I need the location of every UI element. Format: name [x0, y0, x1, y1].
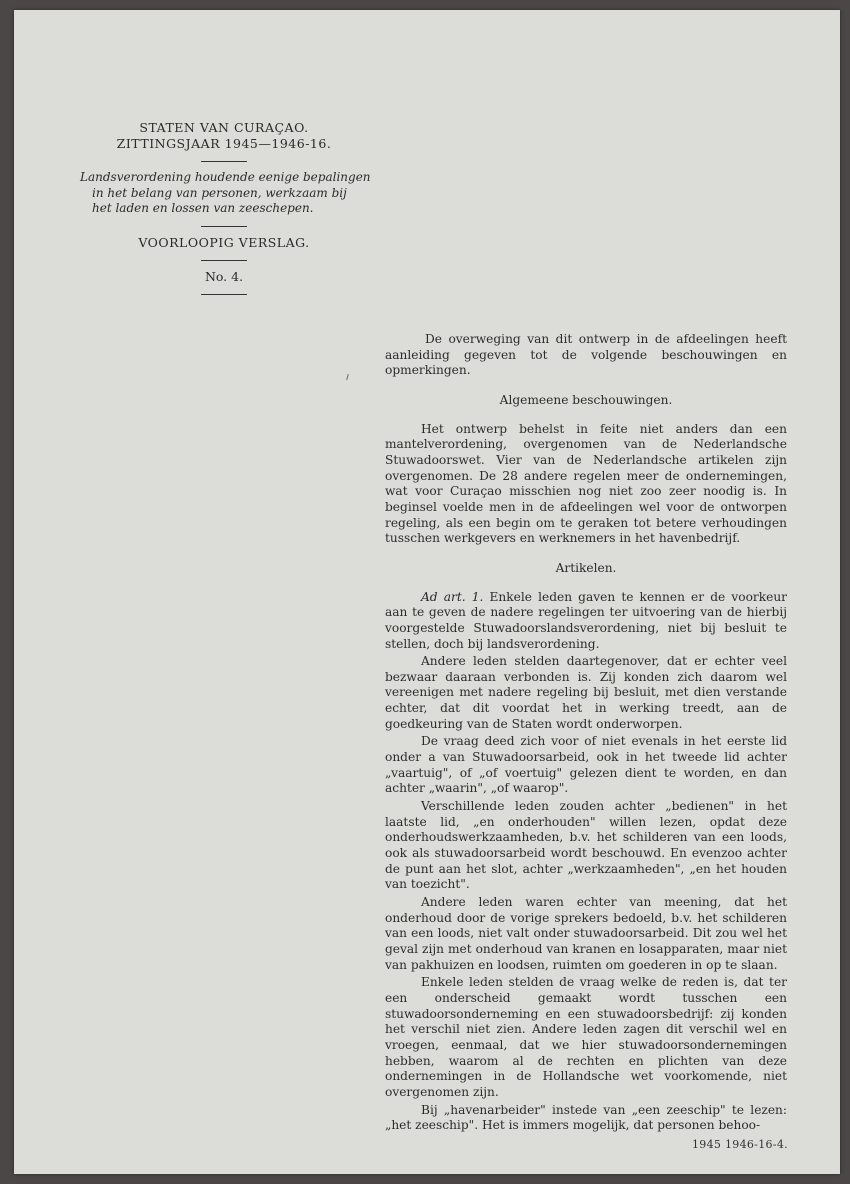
paragraph-5: Andere leden waren echter van meening, dat het onderhoud door de vorige sprekers bedoeld, b.v. het schilderen van een loods, niet valt onder stuwadoorsarbeid. Dit zou wel het geval zijn met onderhoud van kranen en losapparaten, maar niet van pakhuizen en loodsen, ruimten om goederen in op te slaan.	[385, 895, 787, 972]
intro-paragraph: De overweging van dit ontwerp in de afdeelingen heeft aanleiding gegeven tot de volgende beschouwingen en opmerkingen.	[385, 332, 787, 378]
report-type: VOORLOOPIG VERSLAG.	[138, 234, 310, 250]
paragraph-6: Enkele leden stelden de vraag welke de reden is, dat ter een onderscheid gemaakt wordt tusschen een stuwadoorsonderneming en een stuwadoorsbedrijf: zij konden het verschil niet zien. Andere leden zagen dit verschil wel en vroegen, eenmaal, dat we hier stuwadoorsondernemingen hebben, waarom al de rechten en plichten van deze ondernemingen in de Hollandsche wet voorkomende, niet overgenomen zijn.	[385, 975, 787, 1099]
report-number: No. 4.	[204, 268, 244, 284]
subject-line3: het laden en lossen van zeeschepen.	[92, 201, 314, 215]
paragraph-7: Bij „havenarbeider" instede van „een zeeschip" te lezen: „het zeeschip". Het is immers mogelijk, dat personen behoo-	[385, 1102, 787, 1133]
header-title-line1: STATEN VAN CURAÇAO.	[139, 120, 309, 135]
subject-line1: Landsverordening houdende eenige bepalingen	[80, 170, 371, 184]
document-header	[74, 120, 374, 303]
paragraph-3: De vraag deed zich voor of niet evenals in het eerste lid onder a van Stuwadoorsarbeid, ook in het tweede lid achter „vaartuig", of „of voertuig" gelezen dient te worden, en dan achter „waarin", „of waarop".	[385, 734, 787, 796]
paragraph-2: Andere leden stelden daartegenover, dat er echter veel bezwaar daaraan verbonden is. Zij konden zich daarom wel vereenigen met nadere regeling bij besluit, met dien verstande echter, dat dit voordat het in werking treedt, aan de goedkeuring van de Staten wordt onderworpen.	[385, 654, 787, 731]
document-code: 1945 1946-16-4.	[692, 1138, 788, 1151]
header-divider	[201, 294, 247, 295]
header-title-line2: ZITTINGSJAAR 1945—1946-16.	[116, 136, 332, 151]
subject-line2: in het belang van personen, werkzaam bij	[92, 185, 347, 200]
header-divider	[201, 226, 247, 227]
heading-articles: Artikelen.	[555, 560, 617, 575]
paragraph-4: Verschillende leden zouden achter „bedienen" in het laatste lid, „en onderhouden" willen lezen, opdat deze onderhoudswerkzaamheden, b.v. het schilderen van een loods, ook als stuwadoorsarbeid wordt beschouwd. En evenzoo achter de punt aan het slot, achter „werkzaamheden", „en het houden van toezicht".	[385, 799, 787, 892]
stray-mark	[346, 374, 349, 380]
general-paragraph: Het ontwerp behelst in feite niet anders dan een mantelverordening, overgenomen van de Nederlandsche Stuwadoorswet. Vier van de Nederlandsche artikelen zijn overgenomen. De 28 andere regelen meer de ondernemingen, wat voor Curaçao misschien nog niet zoo zeer noodig is. In beginsel voelde men in de afdeelingen wel voor de ontworpen regeling, als een begin om te geraken tot betere verhoudingen tusschen werkgevers en werknemers in het havenbedrijf.	[385, 421, 787, 546]
document-page	[14, 10, 840, 1174]
document-body	[385, 332, 787, 1134]
heading-general: Algemeene beschouwingen.	[499, 392, 673, 407]
article1-text: Enkele leden gaven te kennen er de voorkeur aan te geven de nadere regelingen ter uitvoering van de hierbij voorgestelde Stuwadoorslandsverordening, niet bij besluit te stellen, doch bij landsverordening.	[385, 589, 788, 651]
header-divider	[201, 161, 247, 162]
article1-label: Ad art. 1.	[421, 589, 484, 604]
header-divider	[201, 260, 247, 261]
header-subject	[74, 170, 374, 217]
article1-paragraph	[385, 590, 787, 653]
